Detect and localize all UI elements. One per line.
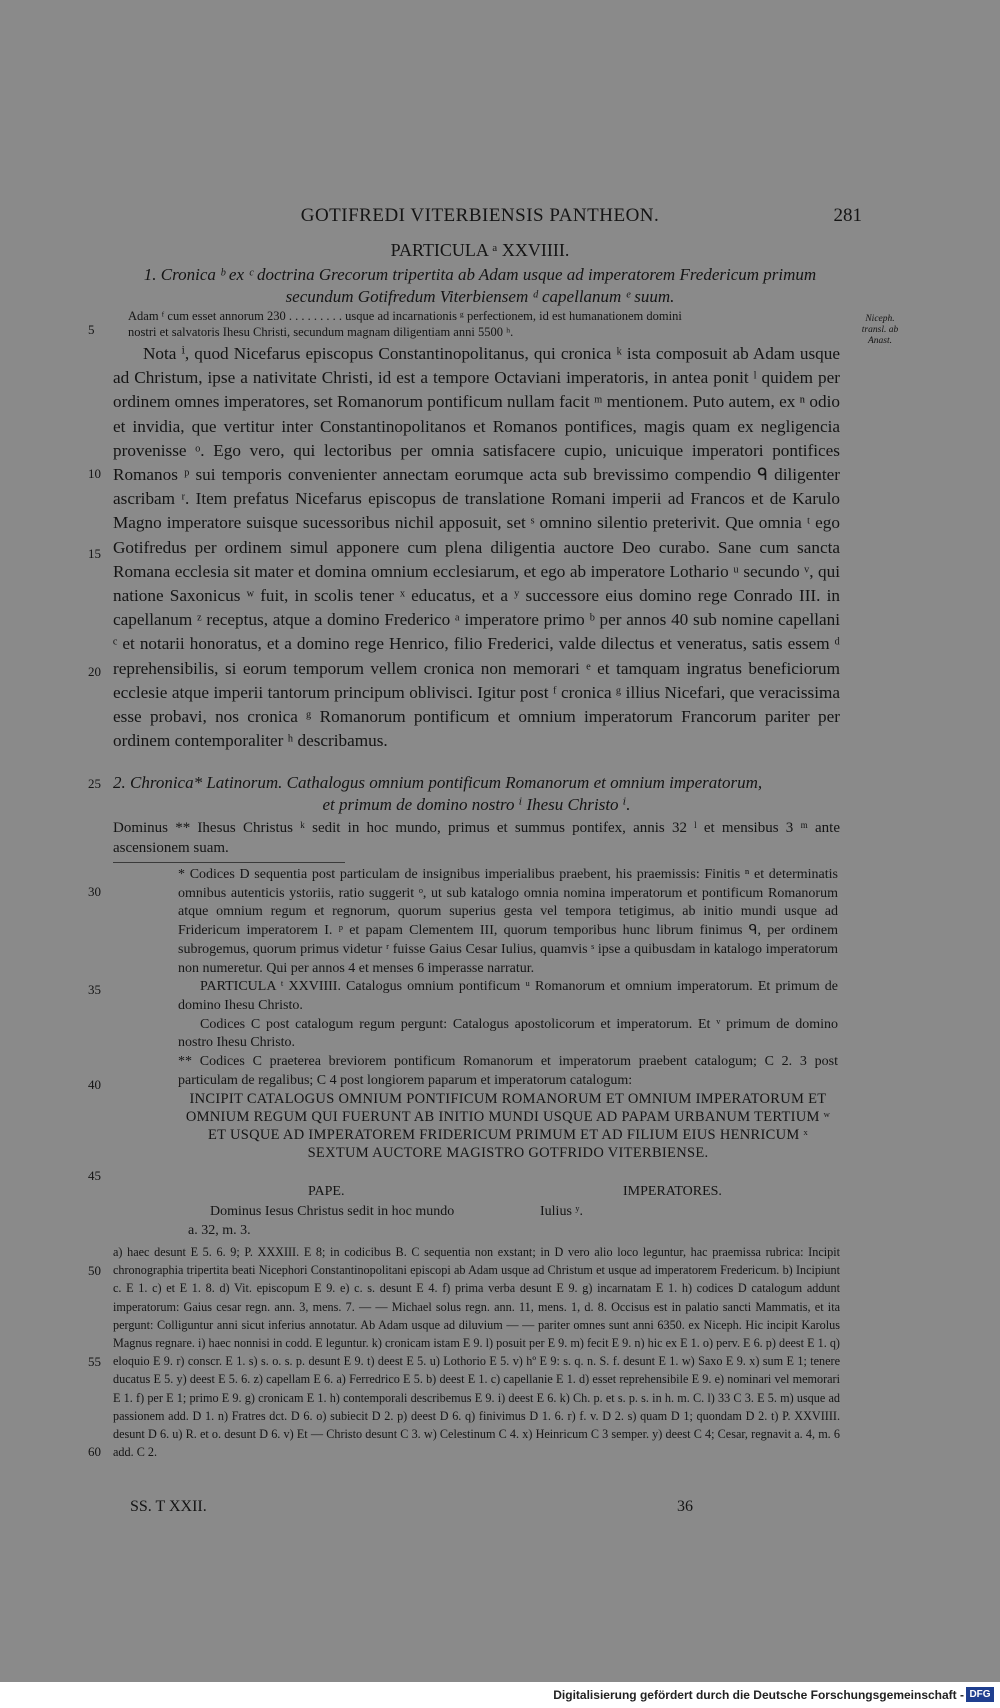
line-number: 25 [88,776,101,791]
adam-chronology-note [128,308,850,340]
line-number: 55 [88,1354,101,1369]
line-number: 5 [88,322,95,337]
footnote-star1: * Codices D sequentia post particulam de insignibus imperialibus praebent, his praemissis: Finitis ⁿ et determinatis omnibus autenticis ystoriis, ratio suggerit ᵒ, ut sub katalogo omnia nomina imperatorum et pontificum Romanorum atque omnium regum et regnorum, quorum superius gesta vel tempora tetigimus, ab initio mundi usque ad Fridericum imperatorem I. ᵖ et papam Clementem III, quorum temporibus hunc librum finimus ᑫ, per ordinem subrogemus, quorum primus videtur ʳ fuisse Gaius Cesar Iulius, quamvis ˢ ipse a quibusdam in katalogo imperatorum non numeretur. Qui per annos 4 et menses 6 imperasse narratur. [178,867,838,976]
page-number: 281 [833,205,862,226]
footnote-particula: PARTICULA ᵗ XXVIIII. Catalogus omnium pontificum ᵘ Romanorum et omnium imperatorum. Et primum de domino Ihesu Christo. [178,979,838,1013]
line-number: 40 [88,1077,101,1092]
running-header [110,205,862,229]
header-title: GOTIFREDI VITERBIENSIS PANTHEON. [300,205,660,226]
signature-right: 36 [677,1498,693,1515]
line-number: 30 [88,884,101,899]
adam-line1: Adam ᶠ cum esset annorum 230 . . . . . . . . . usque ad incarnationis ᵍ perfectionem, id est humanationem domini [128,309,682,323]
line-number: 15 [88,546,101,561]
line-number: 50 [88,1263,101,1278]
footer-text: Digitalisierung gefördert durch die Deutsche Forschungsgemeinschaft - [553,1688,964,1702]
main-text [113,342,840,753]
signature-left: SS. T XXII. [130,1498,207,1515]
line-number: 10 [88,466,101,481]
line-number: 20 [88,664,101,679]
section2-heading [113,772,840,816]
section2-heading-line2: et primum de domino nostro ⁱ Ihesu Christo ⁱ. [322,795,631,814]
section1-heading [110,264,850,308]
apparatus-text: a) haec desunt E 5. 6. 9; P. XXXIII. E 8; in codicibus B. C sequentia non exstant; in D vero alio loco leguntur, hac praemissa rubrica: Incipit chronographia tripertita beati Nicephori Constantinopolitani episcopi ab Adam usque ad Christum et usque ad imperatorem Fredericum. b) Incipiunt c. E 1. c) et E 1. 8. d) Vit. episcopum E 9. e) c. s. desunt E 4. f) prima verba desunt E 9. g) incarnatam E 1. h) codices D catalogum addunt imperatorum: Gaius cesar regn. ann. 3, mens. 7. — — Michael solus regn. ann. 11, mens. 1, d. 8. Occisus est in palatio sancti Mammatis, et ita pergunt: Colliguntur anni sicut inferius annotatur. Ab Adam usque ad diluvium — — pariter omnes sunt anni 6350. ex Niceph. Hic incipit Karolus Magnus regnare. i) haec nonnisi in codd. E leguntur. k) cronicam istam E 9. l) posuit per E 9. m) fecit E 9. n) hic ex E 1. o) perv. E 6. p) deest E 1. q) eloquio E 9. r) conscr. E 1. s) s. o. s. p. desunt E 9. t) deest E 5. u) Lothorio E 5. v) hº E 9: s. q. n. S. f. desunt E 1. w) Saxo E 9. x) sum E 1; tenere ducatus E 5. y) deest E 5. 6. z) capellam E 6. a) Ferredrico E 5. b) deest E 1. c) capellanie E 1. d) esset reprehensibile E 9. e) nominari vel memorari E 1. f) per E 1; primo E 9. g) cronicam E 1. h) contemporali describemus E 9. i) deest E 6. k) Ch. p. et s. p. s. in h. m. C. l) 33 C 3. E 5. m) usque ad passionem add. D 1. n) Fratres dct. D 6. o) subiecit D 2. p) deest D 6. q) finivimus D 1. 6. r) f. v. D 2. s) quam D 1; quondam D 2. t) P. XXVIIII. desunt D 6. u) R. et o. desunt D 6. v) Et — Christo desunt C 3. w) Celestinum C 4. x) Heinricum C 3 semper. y) deest C 4; Cesar, regnavit a. 4, m. 6 add. C 2. [113,1245,840,1460]
adam-line2: nostri et salvatoris Ihesu Christi, secundum magnam diligentiam anni 5500 ʰ. [128,325,514,339]
dominus-entry: Dominus ** Ihesus Christus ᵏ sedit in hoc mundo, primus et summus pontifex, annis 32 ˡ et mensibus 3 ᵐ ante ascensionem suam. [113,820,840,856]
row-years: a. 32, m. 3. [188,1223,251,1238]
dfg-footer [0,1682,1000,1708]
column-header-imperatores: IMPERATORES. [623,1184,722,1199]
footnote-star2: ** Codices C praeterea breviorem pontificum Romanorum et imperatorum praebent catalogum; C 2. 3 post particulam de regalibus; C 4 post longiorem paparum et imperatorum catalogum: [178,1054,838,1088]
footnote-catalogus-caps: INCIPIT CATALOGUS OMNIUM PONTIFICUM ROMANORUM ET OMNIUM IMPERATORUM ET OMNIUM REGUM QUI FUERUNT AB INITIO MUNDI USQUE AD PAPAM URBANUM TERTIUM ʷ ET USQUE AD IMPERATOREM FRIDERICUM PRIMUM ET AD FILIUM EIUS HENRICUM ˣ SEXTUM AUCTORE MAGISTRO GOTFRIDO VITERBIENSE. [185,1091,831,1162]
critical-apparatus [113,1243,840,1461]
row-iulius: Iulius ʸ. [540,1204,584,1219]
nota-paragraph: Nota ⁱ, quod Nicefarus episcopus Constantinopolitanus, qui cronica ᵏ ista composuit ab Adam usque ad Christum, ipse a nativitate Christi, id est a tempore Octaviani imperatoris, in antea ponit ˡ quidem per ordinem omnes imperatores, set Romanorum pontificum nullam facit ᵐ mentionem. Puto autem, ex ⁿ odio et invidia, que vertitur inter Constantinopolitanos et Romanos pontifices, magis quam ex negligencia provenisse ᵒ. Ego vero, qui lectoribus per omnia satisfacere cupio, unicuique imperatori pontifices Romanos ᵖ sui temporis convenienter annectam eorumque acta sub brevissimo compendio ᑫ diligenter ascribam ʳ. Item prefatus Nicefarus episcopus de translatione Romani imperii ad Francos et de Karulo Magno imperatore suisque sucessoribus nichil apposuit, set ˢ omnino silentio preterivit. Que omnia ᵗ ego Gotifredus per ordinem simul apponere cum plena diligentia auctore Deo curabo. Sane cum sancta Romana ecclesia sit mater et domina omnium ecclesiarum, et ego ab imperatore Lothario ᵘ secundo ᵛ, qui natione Saxonicus ʷ fuit, in scolis tener ˣ educatus, et a ʸ successore eius domino rege Conrado III. in capellanum ᶻ receptus, atque a domino Frederico ᵃ imperatore primo ᵇ per annos 40 sub nomine capellani ᶜ et notarii honoratus, et a domino rege Henrico, filio Frederici, valde dilectus et veneratus, satis essem ᵈ reprehensibilis, si eorum temporum vellem cronica non memorari ᵉ et tamquam ingratus beneficiorum ecclesie atque imperii tantorum principum oblivisci. Igitur post ᶠ cronica ᵍ illius Nicefari, que veracissima esse probavi, nos cronica ᵍ Romanorum pontificum et omnium imperatorum Francorum pariter per ordinem contemporaliter ʰ describamus. [113,344,840,751]
particula-title: PARTICULA ᵃ XXVIIII. [390,240,570,260]
row-dominus: Dominus Iesus Christus sedit in hoc mundo [210,1204,455,1219]
column-header-pape: PAPE. [308,1184,345,1199]
footnote-codices-c: Codices C post catalogum regum pergunt: Catalogus apostolicorum et imperatorum. Et ᵛ primum de domino nostro Ihesu Christo. [178,1016,838,1051]
footnote-rule [113,862,345,863]
section1-heading-line1: 1. Cronica ᵇ ex ᶜ doctrina Grecorum tripertita ab Adam usque ad imperatorem Fredericum primum [143,265,817,284]
line-number: 35 [88,982,101,997]
margin-note: Niceph. transl. ab Anast. [861,314,899,346]
line-number: 45 [88,1168,101,1183]
dfg-logo: DFG [966,1687,994,1702]
line-number: 60 [88,1444,101,1459]
footnotes [178,866,838,1162]
section2-heading-line1: 2. Chronica* Latinorum. Cathalogus omnium pontificum Romanorum et omnium imperatorum, [113,773,763,792]
section1-heading-line2: secundum Gotifredum Viterbiensem ᵈ capellanum ᵉ suum. [285,287,675,306]
